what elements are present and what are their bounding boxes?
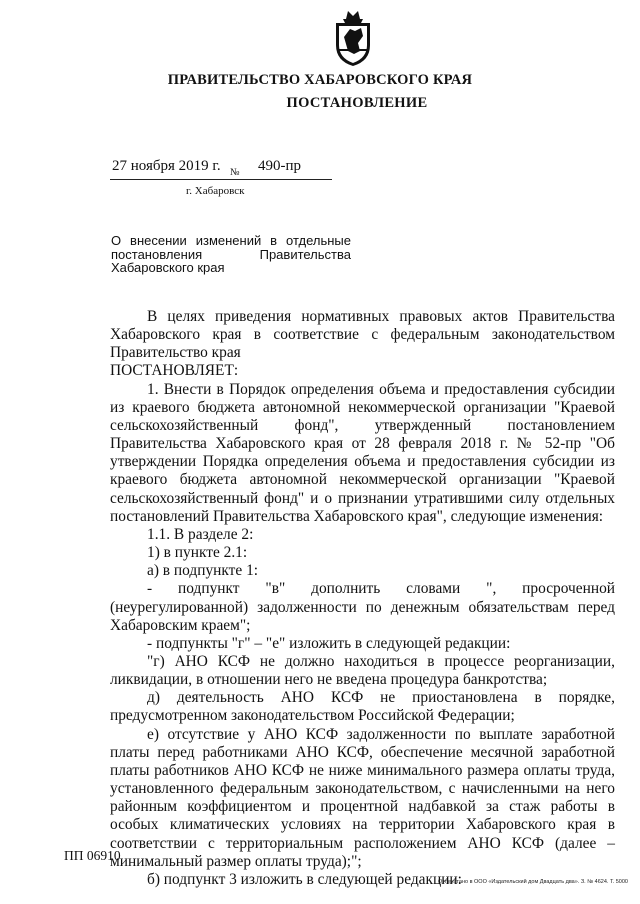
body-paragraph: а) в подпункте 1: — [147, 562, 259, 580]
body-paragraph: е) отсутствие у АНО КСФ задолженности по выплате заработной платы перед работниками АНО КСФ, обеспечение месячной заработной платы работников АНО КСФ не ниже минимального размера оплаты труда, установленного федеральным законодательством, с начисленными на него районным коэффициентом и процентной надбавкой за стаж работы в особых климатических условиях на территории Хабаровского края в соответствии с территориальным расположением АНО КСФ (далее – минимальный размер оплаты труда);"; — [110, 725, 615, 870]
preamble-paragraph: В целях приведения нормативных правовых актов Правительства Хабаровского края в соответствие с федеральным законодательством Правительство края — [110, 308, 615, 362]
document-body — [110, 308, 615, 889]
body-paragraph: 1.1. В разделе 2: — [147, 525, 254, 543]
body-paragraph: 1. Внести в Порядок определения объема и предоставления субсидии из краевого бюджета автономной некоммерческой организации "Краевой сельскохозяйственный фонд", утвержденный постановлением Правительства Хабаровского края от 28 февраля 2018 г. № 52-пр "Об утверждении Порядка определения объема и предоставления субсидии из краевого бюджета автономной некоммерческой организации "Краевой сельскохозяйственный фонд" и о признании утратившими силу отдельных постановлений Правительства Хабаровского края", следующие изменения: — [110, 380, 615, 525]
body-paragraph: - подпункты "г" – "е" изложить в следующей редакции: — [147, 634, 511, 652]
government-title: ПРАВИТЕЛЬСТВО ХАБАРОВСКОГО КРАЯ — [167, 72, 473, 88]
resolves-heading: ПОСТАНОВЛЯЕТ: — [110, 362, 239, 380]
document-code: ПП 06910 — [64, 848, 121, 863]
printer-imprint: Отпечатано в ООО «Издательский дом Двадцать два». З. № 4624. Т. 5000 — [437, 879, 628, 885]
body-paragraph: 1) в пункте 2.1: — [147, 544, 248, 562]
number-sign: № — [230, 167, 240, 178]
body-paragraph: "г) АНО КСФ не должно находиться в процессе реорганизации, ликвидации, в отношении него не введена процедура банкротства; — [110, 652, 615, 689]
body-paragraph: д) деятельность АНО КСФ не приостановлена в порядке, предусмотренном законодательством Российской Федерации; — [110, 689, 615, 725]
date-underline — [110, 179, 332, 180]
body-paragraph: б) подпункт 3 изложить в следующей редакции: — [147, 870, 462, 888]
document-subject: О внесении изменений в отдельные постановления Правительства Хабаровского края — [111, 233, 351, 275]
body-paragraph: - подпункт "в" дополнить словами ", просроченной (неурегулированной) задолженности по денежным обязательствам перед Хабаровским краем"; — [110, 580, 615, 634]
coat-of-arms-icon — [330, 9, 376, 67]
document-type-title: ПОСТАНОВЛЕНИЕ — [286, 95, 428, 111]
document-number: 490-пр — [258, 158, 302, 174]
document-city: г. Хабаровск — [186, 185, 245, 197]
document-date: 27 ноября 2019 г. — [112, 158, 221, 174]
